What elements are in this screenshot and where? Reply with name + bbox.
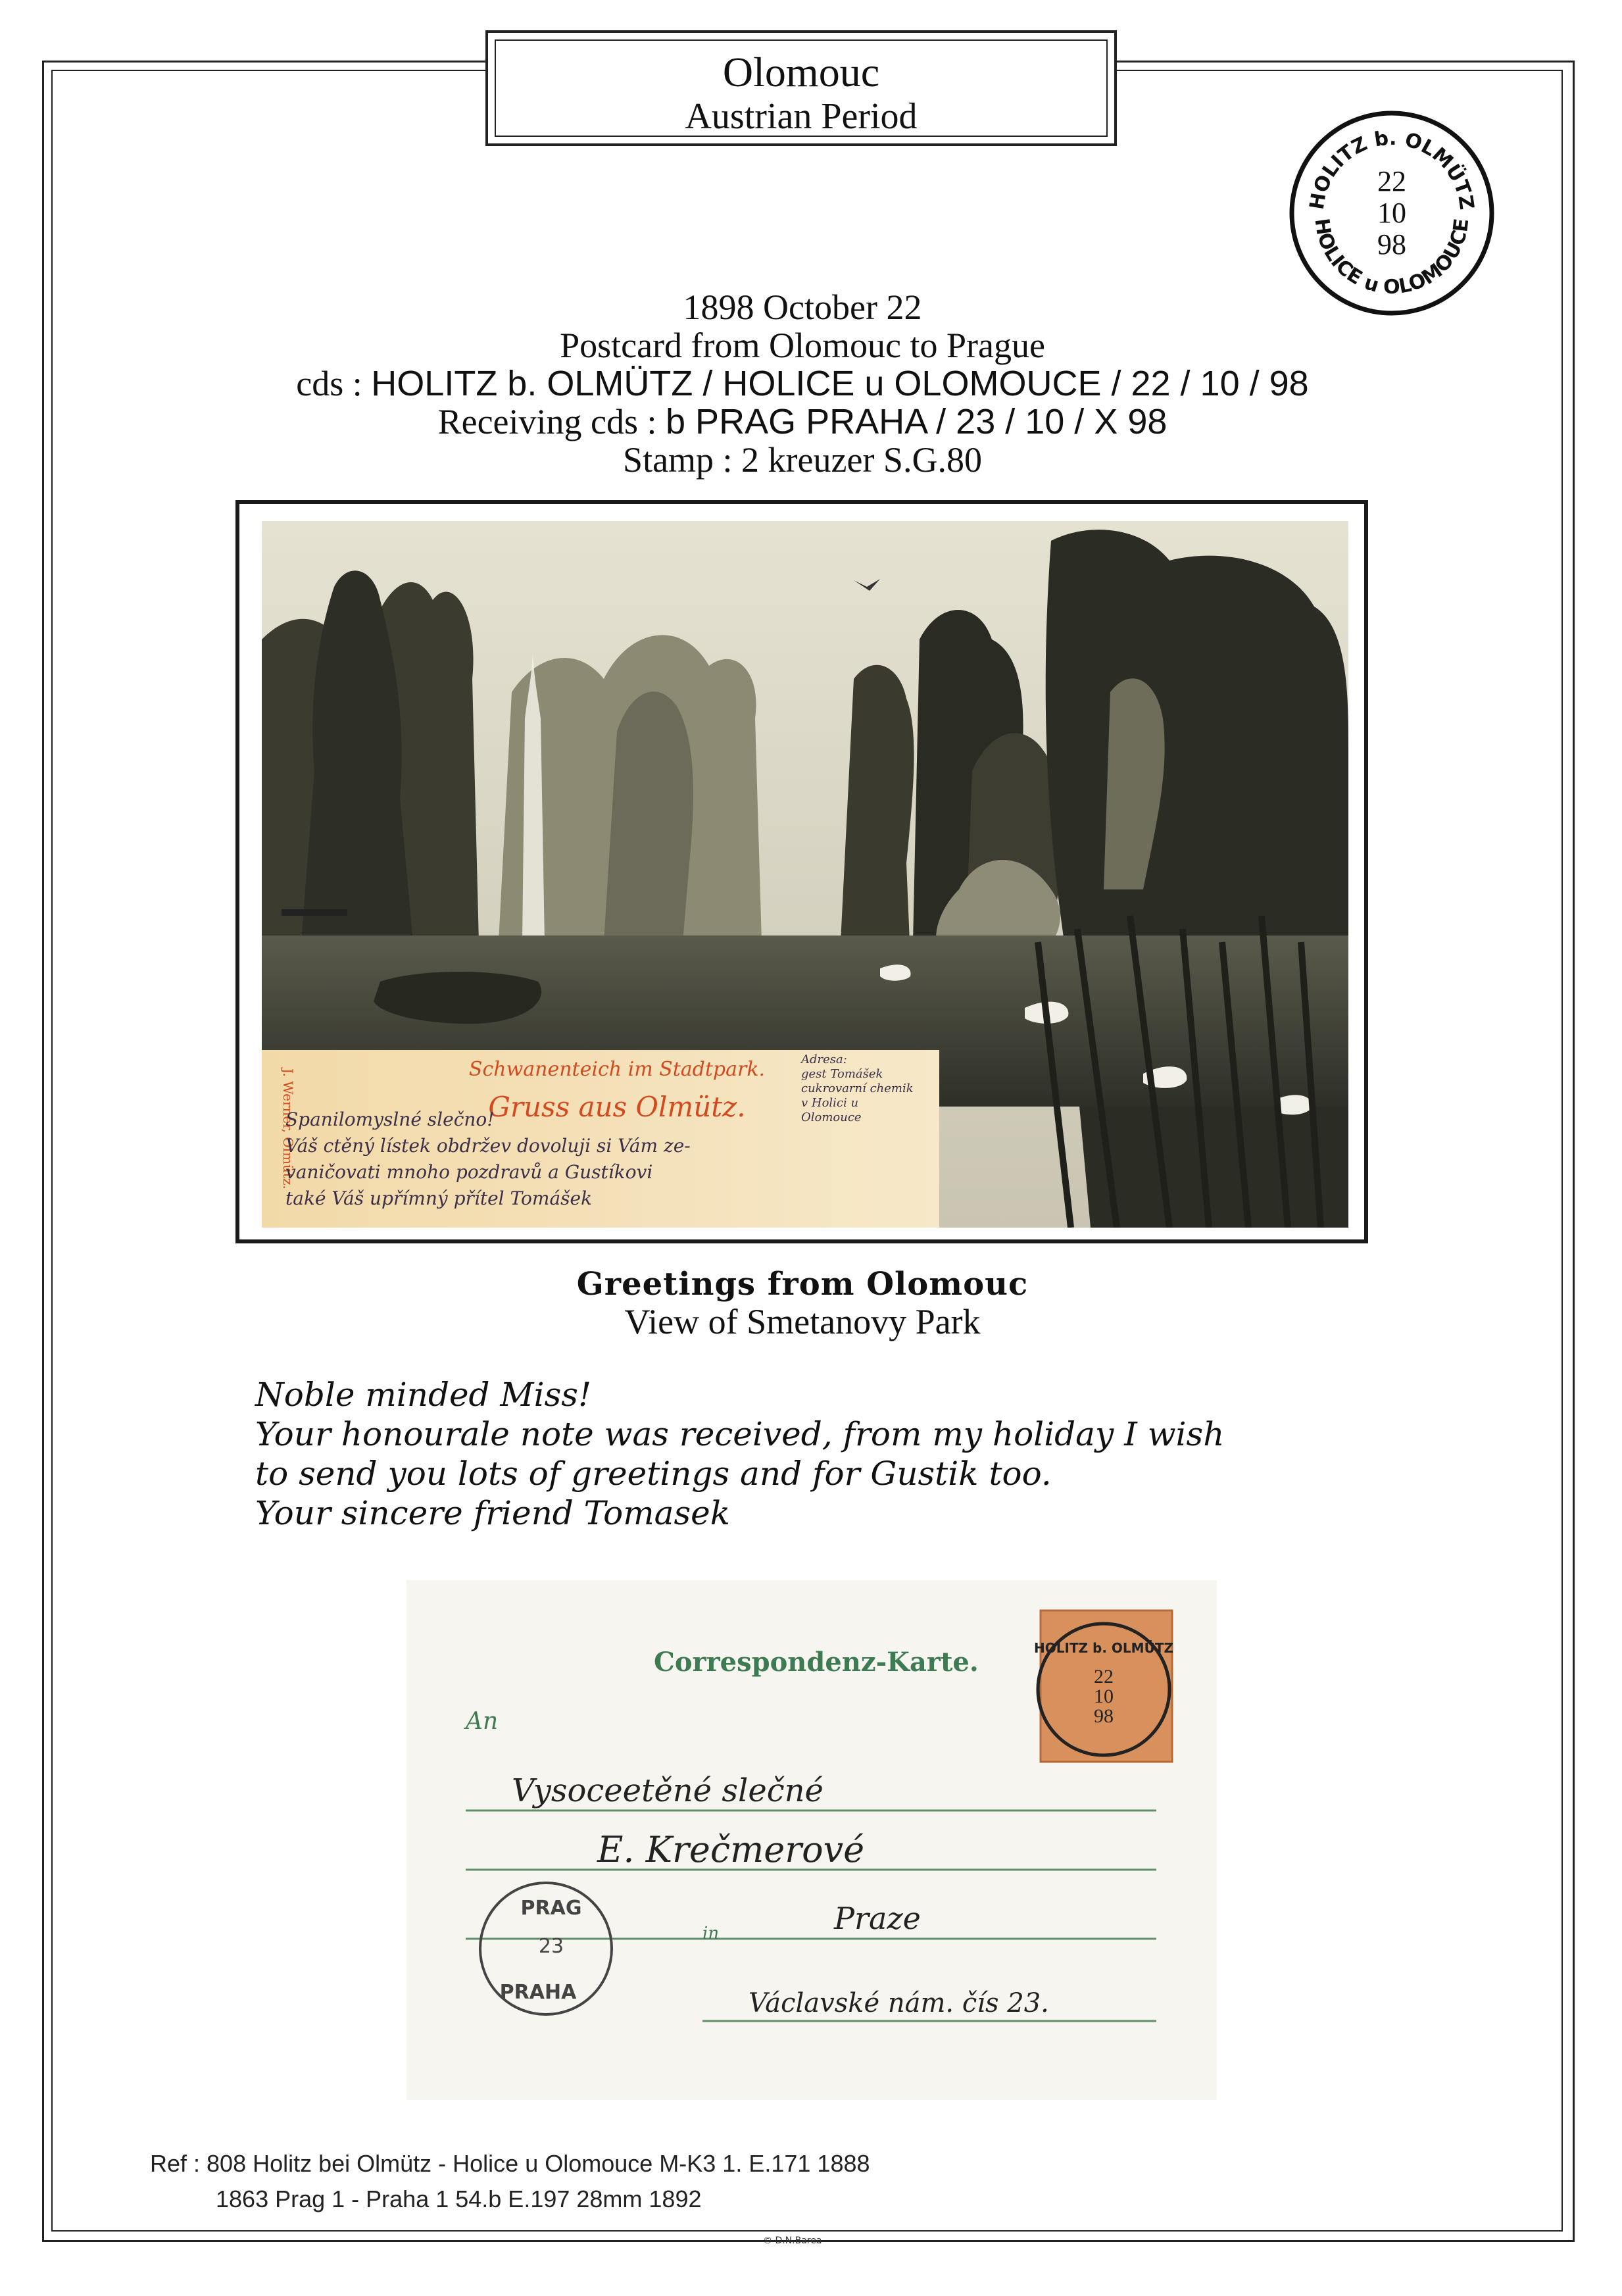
description-receiving	[158, 403, 1447, 441]
stamp-cancel-day: 22	[1094, 1666, 1114, 1687]
receiving-value: b PRAG PRAHA / 23 / 10 / X 98	[666, 402, 1167, 441]
page-subtitle: Austrian Period	[685, 96, 918, 137]
cds-prefix: cds :	[296, 364, 372, 403]
address-line-3: Praze	[834, 1901, 921, 1936]
handwriting-line: Spanilomyslné slečno!	[285, 1109, 495, 1130]
sender-address-line: Olomouce	[801, 1111, 862, 1124]
copyright-note: © D.N.Barea	[763, 2235, 822, 2246]
postmark-day: 22	[1377, 165, 1406, 197]
address-line-1: Vysoceetěné slečné	[512, 1772, 823, 1809]
postmark-year: 98	[1377, 228, 1406, 261]
translation-line: Your sincere friend Tomasek	[255, 1494, 731, 1532]
description-cds	[158, 364, 1447, 403]
receiving-postmark-day: 23	[538, 1935, 564, 1958]
title-box	[485, 30, 1117, 146]
postcard-publisher: J. Werner, Olmütz.	[280, 1068, 296, 1189]
postcard-back	[406, 1580, 1217, 2100]
handwriting-line: také Váš upřímný přítel Tomášek	[285, 1187, 593, 1209]
handwriting-line: Váš ctěný lístek obdržev dovoluji si Vám ze-	[285, 1135, 691, 1157]
reference-block	[150, 2146, 870, 2217]
postmark-bottom-text: HOLICE u OLOMOUCE	[1310, 216, 1474, 299]
translation-text	[255, 1375, 1387, 1533]
description-stamp: Stamp : 2 kreuzer S.G.80	[623, 440, 982, 480]
postcard-greeting: Gruss aus Olmütz.	[488, 1091, 746, 1123]
page-title: Olomouc	[722, 49, 880, 95]
description-route: Postcard from Olomouc to Prague	[560, 326, 1045, 365]
stamp-cancel-year: 98	[1094, 1705, 1114, 1727]
receiving-prefix: Receiving cds :	[437, 402, 666, 441]
caption-park: View of Smetanovy Park	[624, 1302, 981, 1341]
translation-line: to send you lots of greetings and for Gustik too.	[255, 1455, 1052, 1493]
address-line-2: E. Krečmerové	[597, 1829, 865, 1870]
postmark-top-text: HOLITZ b. OLMÜTZ	[1305, 126, 1479, 212]
postmark-month: 10	[1377, 197, 1406, 229]
postcard-front-frame	[235, 500, 1368, 1243]
stamp-cancel-month: 10	[1094, 1685, 1114, 1707]
handwriting-line: vaničovati mnoho pozdravů a Gustíkovi	[285, 1161, 653, 1183]
translation-line: Noble minded Miss!	[255, 1376, 592, 1414]
stamp-cancel-text: HOLITZ b. OLMÜTZ	[1034, 1640, 1173, 1656]
description-block	[158, 288, 1447, 479]
address-line-4: Václavské nám. čís 23.	[749, 1988, 1049, 2018]
caption-block	[395, 1266, 1210, 1341]
sender-address-line: v Holici u	[801, 1096, 859, 1110]
receiving-postmark-bottom: PRAHA	[499, 1981, 577, 2004]
sender-address-line: gest Tomášek	[801, 1067, 883, 1081]
reference-line-2: 1863 Prag 1 - Praha 1 54.b E.197 28mm 1892	[216, 2185, 702, 2212]
caption-german-style: Greetings from Olomouc	[576, 1266, 1029, 1303]
receiving-postmark-top: PRAG	[520, 1897, 582, 1920]
back-an-label: An	[466, 1708, 499, 1735]
postcard-front-image	[262, 521, 1348, 1228]
postcard-sender-address	[801, 1053, 946, 1125]
translation-line: Your honourale note was received, from my holiday I wish	[255, 1415, 1225, 1453]
cds-value: HOLITZ b. OLMÜTZ / HOLICE u OLOMOUCE / 22 / 10 / 98	[371, 364, 1309, 403]
description-date: 1898 October 22	[683, 287, 922, 327]
sender-address-line: cukrovarní chemik	[801, 1082, 914, 1095]
postcard-printed-title: Schwanenteich im Stadtpark.	[468, 1058, 766, 1081]
reference-line-1: Ref : 808 Holitz bei Olmütz - Holice u Olomouce M-K3 1. E.171 1888	[150, 2150, 870, 2177]
back-in-label: in	[702, 1924, 720, 1943]
sender-address-line: Adresa:	[801, 1053, 847, 1066]
back-heading: Correspondenz-Karte.	[654, 1647, 979, 1678]
